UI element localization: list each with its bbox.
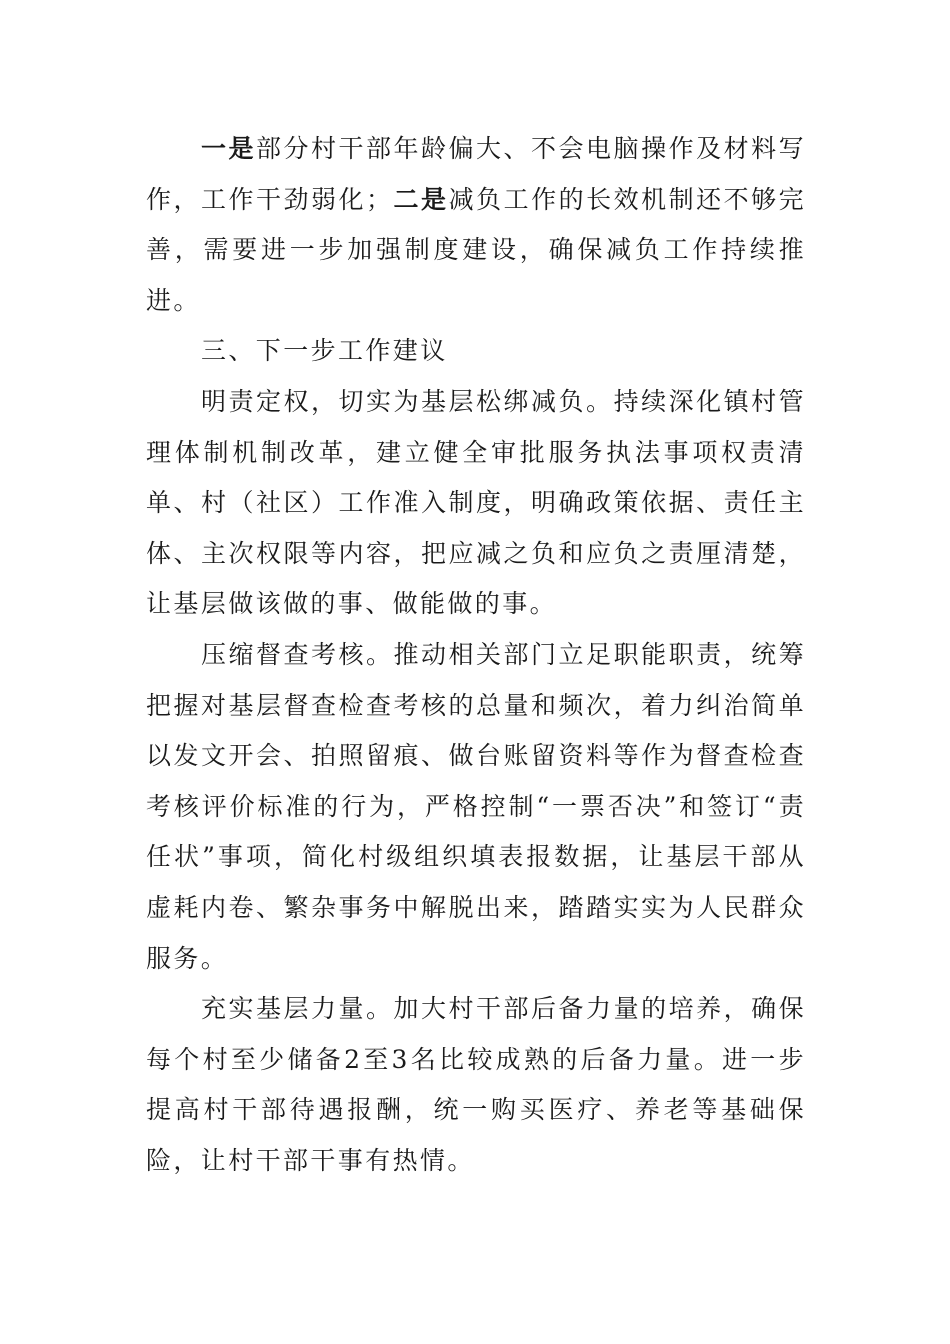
paragraph-problems bbox=[146, 124, 806, 326]
paragraph-strengthen-staff: 充实基层力量。加大村干部后备力量的培养，确保每个村至少储备2至3名比较成熟的后备力量。进一步提高村干部待遇报酬，统一购买医疗、养老等基础保险，让村干部干事有热情。 bbox=[146, 994, 806, 1175]
lead-second: 二是 bbox=[393, 184, 449, 214]
paragraph-clarify-duties: 明责定权，切实为基层松绑减负。持续深化镇村管理体制机制改革，建立健全审批服务执法事项权责清单、村（社区）工作准入制度，明确政策依据、责任主体、主次权限等内容，把应减之负和应负之责厘清楚，让基层做该做的事、做能做的事。 bbox=[146, 386, 806, 619]
section-heading: 三、下一步工作建议 bbox=[201, 336, 448, 366]
document-body bbox=[146, 124, 806, 1186]
paragraph-reduce-inspections: 压缩督查考核。推动相关部门立足职能职责，统筹把握对基层督查检查考核的总量和频次，着力纠治简单以发文开会、拍照留痕、做台账留资料等作为督查检查考核评价标准的行为，严格控制“一票否决”和签订“责任状”事项，简化村级组织填表报数据，让基层干部从虚耗内卷、繁杂事务中解脱出来，踏踏实实为人民群众服务。 bbox=[146, 639, 806, 973]
lead-first: 一是 bbox=[201, 134, 257, 163]
text-first: 部分村干部年龄偏大、不会电脑操作及材料写作，工作干劲弱化； bbox=[146, 134, 806, 214]
text-second: 减负工作的长效机制还不够完善，需要进一步加强制度建设，确保减负工作持续推进。 bbox=[146, 184, 807, 315]
